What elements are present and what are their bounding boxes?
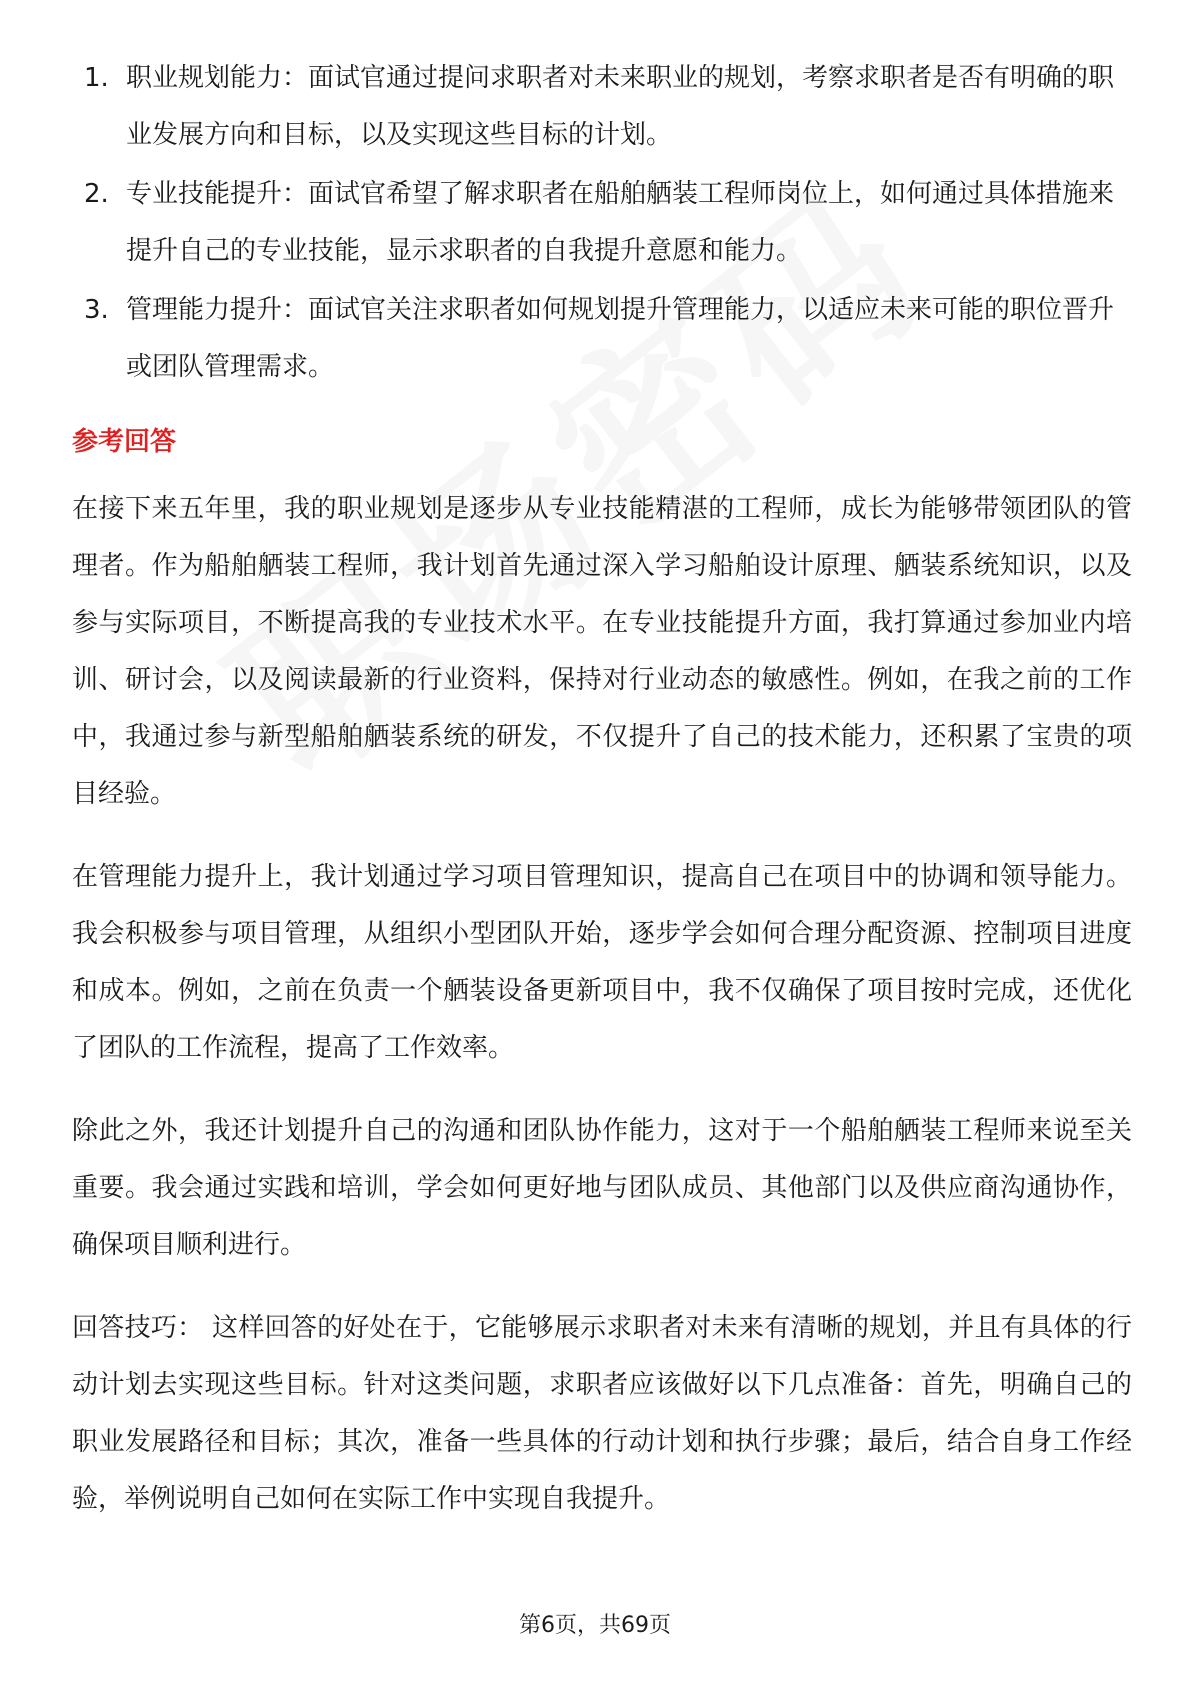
- list-item: [72, 166, 1132, 280]
- list-item: [72, 50, 1132, 164]
- list-number: 2.: [84, 179, 109, 209]
- list-text: 管理能力提升：面试官关注求职者如何规划提升管理能力，以适应未来可能的职位晋升或团队管理需求。: [126, 295, 1115, 382]
- list-text: 专业技能提升：面试官希望了解求职者在船舶舾装工程师岗位上，如何通过具体措施来提升自己的专业技能，显示求职者的自我提升意愿和能力。: [126, 179, 1115, 266]
- answer-paragraph: 在管理能力提升上，我计划通过学习项目管理知识，提高自己在项目中的协调和领导能力。我会积极参与项目管理，从组织小型团队开始，逐步学会如何合理分配资源、控制项目进度和成本。例如，之前在负责一个舾装设备更新项目中，我不仅确保了项目按时完成，还优化了团队的工作流程，提高了工作效率。: [72, 862, 1132, 1063]
- list-number: 1.: [84, 63, 109, 93]
- tips-paragraph: 回答技巧： 这样回答的好处在于，它能够展示求职者对未来有清晰的规划，并且有具体的行动计划去实现这些目标。针对这类问题，求职者应该做好以下几点准备：首先，明确自己的职业发展路径和目标；其次，准备一些具体的行动计划和执行步骤；最后，结合自身工作经验，举例说明自己如何在实际工作中实现自我提升。: [72, 1313, 1132, 1514]
- answer-paragraph: 在接下来五年里，我的职业规划是逐步从专业技能精湛的工程师，成长为能够带领团队的管理者。作为船舶舾装工程师，我计划首先通过深入学习船舶设计原理、舾装系统知识，以及参与实际项目，不断提高我的专业技术水平。在专业技能提升方面，我打算通过参加业内培训、研讨会，以及阅读最新的行业资料，保持对行业动态的敏感性。例如，在我之前的工作中，我通过参与新型船舶舾装系统的研发，不仅提升了自己的技术能力，还积累了宝贵的项目经验。: [72, 494, 1132, 809]
- page-footer: 第6页，共69页: [519, 1613, 671, 1638]
- list-item: [72, 282, 1132, 396]
- list-text: 职业规划能力：面试官通过提问求职者对未来职业的规划，考察求职者是否有明确的职业发展方向和目标，以及实现这些目标的计划。: [126, 63, 1115, 150]
- section-title: 参考回答: [72, 427, 177, 457]
- answer-paragraph: 除此之外，我还计划提升自己的沟通和团队协作能力，这对于一个船舶舾装工程师来说至关重要。我会通过实践和培训，学会如何更好地与团队成员、其他部门以及供应商沟通协作，确保项目顺利进行。: [72, 1116, 1132, 1260]
- list-number: 3.: [84, 295, 109, 325]
- document-body: [72, 50, 1132, 1554]
- question-points-list: [72, 50, 1132, 396]
